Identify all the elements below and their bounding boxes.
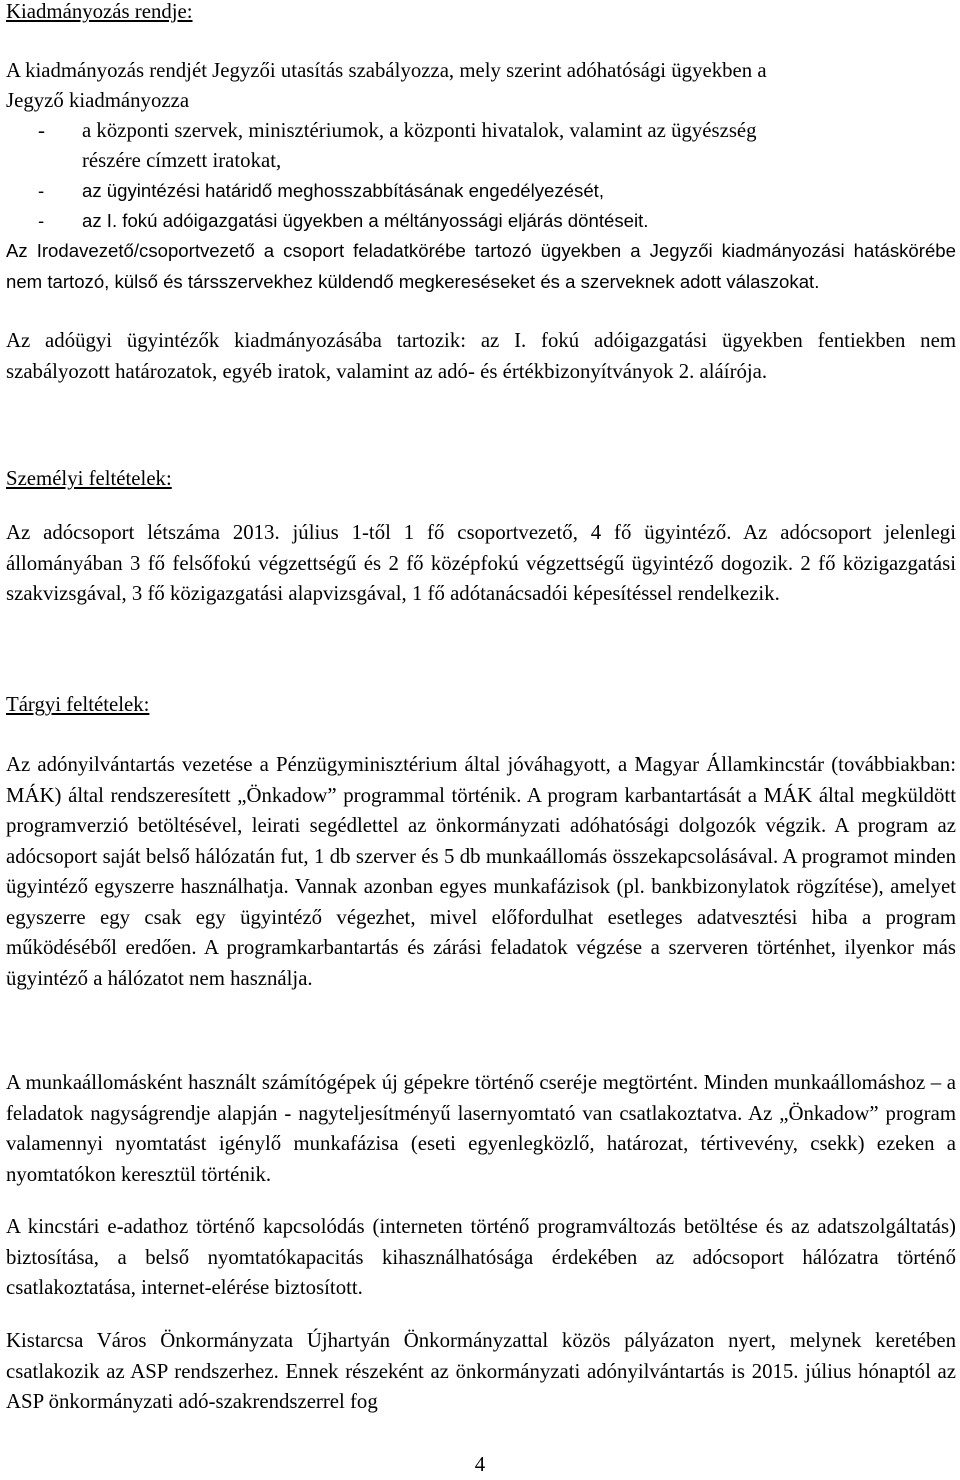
list-dash: - (38, 119, 45, 142)
list-item-text: az I. fokú adóigazgatási ügyekben a méltányossági eljárás döntéseit. (82, 210, 649, 231)
section-heading-targyi: Tárgyi feltételek: (6, 693, 150, 716)
list-dash: - (38, 210, 45, 231)
intro-line-2: Jegyző kiadmányozza (6, 89, 190, 112)
list-item-text: az ügyintézési határidő meghosszabbításának engedélyezését, (82, 180, 604, 201)
paragraph-targyi-4: Kistarcsa Város Önkormányzata Újhartyán Önkormányzattal közös pályázaton nyert, melynek keretében csatlakozik az ASP rendszerhez. Ennek részeként az önkormányzati adónyilvántartás is 2015. július hónaptól az ASP önkormányzati adó-szakrendszerrel fog (6, 1329, 956, 1413)
list-dash: - (38, 180, 45, 201)
paragraph-irodavezeto: Az Irodavezető/csoportvezető a csoport feladatkörébe tartozó ügyekben a Jegyzői kiadmányozási hatáskörébe nem tartozó, külső és társszervekhez küldendő megkereséseket és a szerveknek adott válaszokat. (6, 240, 956, 292)
paragraph-adougyi: Az adóügyi ügyintézők kiadmányozásába tartozik: az I. fokú adóigazgatási ügyekben fentiekben nem szabályozott határozatok, egyéb iratok, valamint az adó- és értékbizonyítványok 2. aláírója. (6, 329, 956, 383)
list-item-text: a központi szervek, minisztériumok, a központi hivatalok, valamint az ügyészség (82, 119, 757, 142)
list-item (6, 176, 604, 207)
paragraph-targyi-3: A kincstári e-adathoz történő kapcsolódás (interneten történő programváltozás betöltése és az adatszolgáltatás) biztosítása, a belső nyomtatókapacitás kihasználhatósága érdekében az adócsoport hálózatra történő csatlakoztatása, internet-elérése biztosított. (6, 1215, 956, 1299)
list-item-continuation: részére címzett iratokat, (82, 149, 282, 172)
section-heading-kiadmanyozas: Kiadmányozás rendje: (6, 0, 193, 23)
list-item (6, 206, 648, 237)
intro-line-1: A kiadmányozás rendjét Jegyzői utasítás szabályozza, mely szerint adóhatósági ügyekben a (6, 59, 767, 82)
list-item (6, 116, 757, 147)
page-number: 4 (474, 1453, 486, 1476)
paragraph-szemelyi: Az adócsoport létszáma 2013. július 1-től 1 fő csoportvezető, 4 fő ügyintéző. Az adócsoport jelenlegi állományában 3 fő felsőfokú végzettségű és 2 fő középfokú végzettségű ügyintéző dogozik. 2 fő közigazgatási szakvizsgával, 3 fő közigazgatási alapvizsgával, 1 fő adótanácsadói képesítéssel rendelkezik. (6, 521, 956, 605)
section-heading-szemelyi: Személyi feltételek: (6, 467, 172, 490)
paragraph-targyi-1: Az adónyilvántartás vezetése a Pénzügyminisztérium által jóváhagyott, a Magyar Államkincstár (továbbiakban: MÁK) által rendszeresített „Önkadow” programmal történik. A program karbantartását a MÁK által megküldött programverzió betöltésével, leirati segédlettel az önkormányzati adóhatósági dolgozók végzik. A program az adócsoport saját belső hálózatán fut, 1 db szerver és 5 db munkaállomás összekapcsolásával. A programot minden ügyintéző egyszerre használhatja. Vannak azonban egyes munkafázisok (pl. bankbizonylatok rögzítése), amelyet egyszerre egy csak egy ügyintéző végezhet, mivel előfordulhat esetleges adatvesztési hiba a program működéséből eredően. A programkarbantartás és zárási feladatok végzése a szerveren történhet, ilyenkor más ügyintéző a hálózatot nem használja. (6, 753, 956, 990)
paragraph-targyi-2: A munkaállomásként használt számítógépek új gépekre történő cseréje megtörtént. Minden munkaállomáshoz – a feladatok nagyságrendje alapján - nagyteljesítményű lasernyomtató van csatlakoztatva. Az „Önkadow” program valamennyi nyomtatást igénylő munkafázisa (eseti egyenlegközlő, határozat, tértivevény, csekk) ezeken a nyomtatókon keresztül történik. (6, 1071, 956, 1186)
